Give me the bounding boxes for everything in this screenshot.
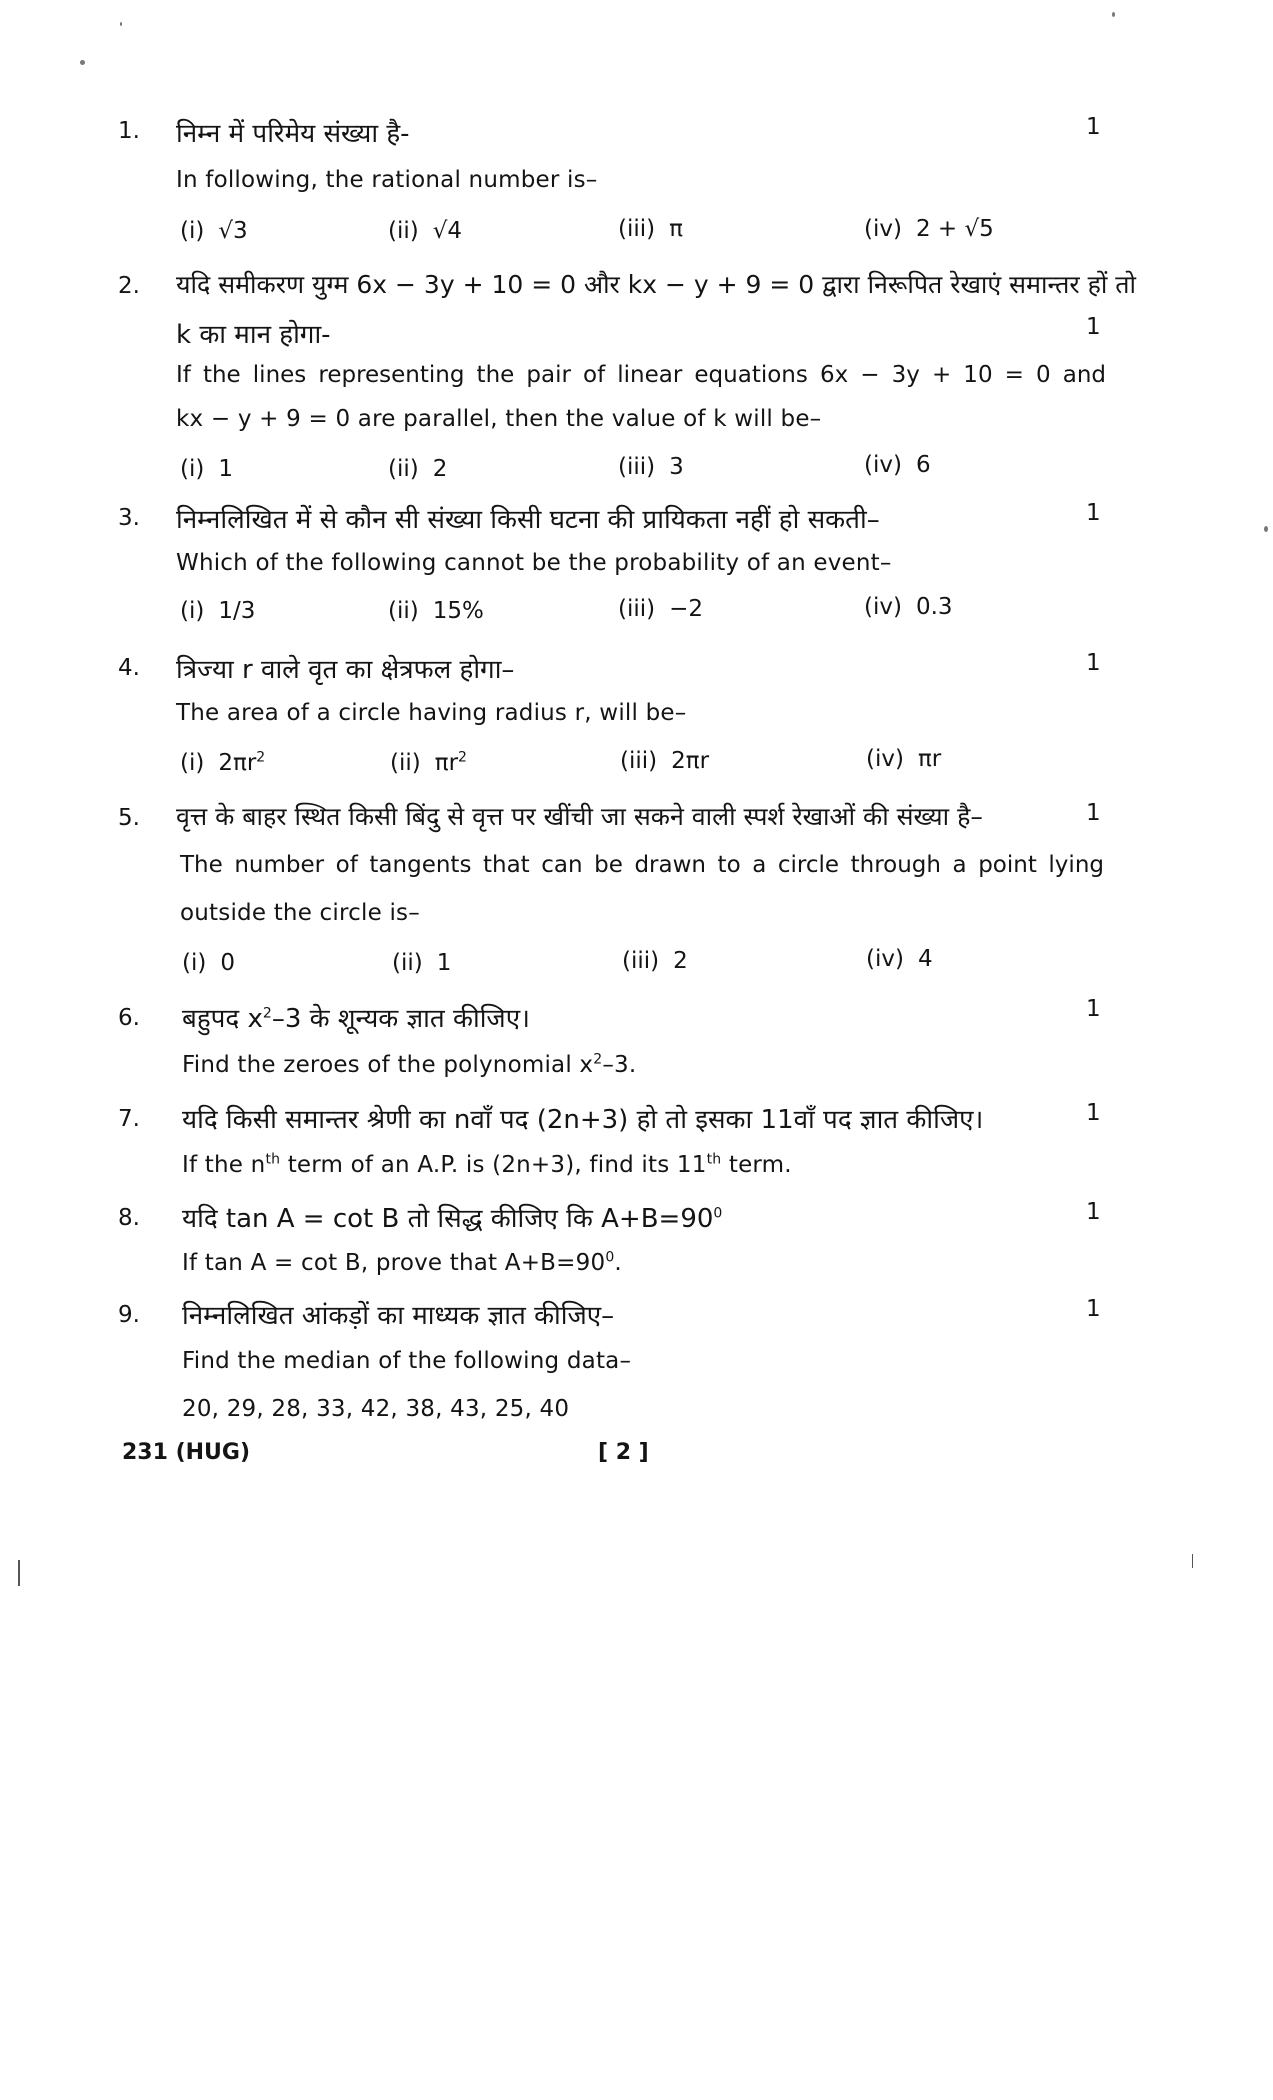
question-text-english: kx − y + 9 = 0 are parallel, then the value of k will be– — [176, 406, 822, 432]
option: (iii) π — [618, 216, 683, 242]
option: (i) $2\pi r^2$ — [180, 749, 266, 776]
question-text-english: The number of tangents that can be drawn to a circle through a point lying — [180, 852, 1104, 878]
question-text-hindi: k का मान होगा- — [176, 320, 331, 350]
question-marks: 1 — [1086, 650, 1101, 676]
question-number: 7. — [118, 1106, 140, 1132]
question-text-hindi: निम्नलिखित आंकड़ों का माध्यक ज्ञात कीजिए– — [182, 1301, 615, 1331]
question-text-english: The area of a circle having radius r, will be– — [176, 700, 687, 726]
question-marks: 1 — [1086, 996, 1101, 1022]
question-number: 5. — [118, 805, 140, 831]
question-text-english: Find the median of the following data– — [182, 1348, 632, 1374]
option: (iv) 4 — [866, 946, 933, 972]
option: (iii) 2πr — [620, 748, 710, 774]
question-marks: 1 — [1086, 500, 1101, 526]
question-number: 8. — [118, 1205, 140, 1231]
option: (iii) 3 — [618, 454, 684, 480]
option: (ii) 1 — [392, 950, 452, 976]
paper-code: 231 (HUG) — [122, 1440, 251, 1465]
question-text-hindi: यदि किसी समान्तर श्रेणी का nवाँ पद (2n+3) हो तो इसका 11वाँ पद ज्ञात कीजिए। — [182, 1105, 984, 1135]
question-marks: 1 — [1086, 1296, 1101, 1322]
option: (iv) 2 + √5 — [864, 216, 994, 242]
question-marks: 1 — [1086, 314, 1101, 340]
question-text-english: Which of the following cannot be the probability of an event– — [176, 550, 892, 576]
scan-speck — [1264, 526, 1268, 532]
question-number: 6. — [118, 1005, 140, 1031]
question-marks: 1 — [1086, 114, 1101, 140]
page-number: [ 2 ] — [598, 1440, 649, 1465]
scan-line — [18, 1560, 20, 1586]
question-marks: 1 — [1086, 1199, 1101, 1225]
data-values: 20, 29, 28, 33, 42, 38, 43, 25, 40 — [182, 1396, 570, 1422]
question-text-hindi: बहुपद $x^2-3$ के शून्यक ज्ञात कीजिए। — [182, 1004, 530, 1034]
scan-speck — [120, 22, 122, 26]
question-marks: 1 — [1086, 800, 1101, 826]
scan-speck — [80, 60, 85, 65]
option: (iv) 0.3 — [864, 594, 953, 620]
option: (ii) $\pi r^2$ — [390, 749, 467, 776]
question-number: 9. — [118, 1302, 140, 1328]
question-number: 4. — [118, 655, 140, 681]
question-text-hindi: त्रिज्या r वाले वृत का क्षेत्रफल होगा– — [176, 655, 515, 685]
question-text-english: If the $n^{th}$ term of an A.P. is (2n+3), find its 11th term. — [182, 1151, 792, 1178]
question-number: 1. — [118, 118, 140, 144]
question-text-english: Find the zeroes of the polynomial $x^2-3$. — [182, 1051, 637, 1078]
question-text-hindi: यदि tan A = cot B तो सिद्ध कीजिए कि $A+B=90^0$ — [182, 1204, 723, 1234]
option: (ii) 2 — [388, 456, 448, 482]
question-text-english: If tan A = cot B, prove that $A+B=90^0$. — [182, 1249, 622, 1276]
option: (ii) 15% — [388, 598, 484, 624]
option: (i) 1/3 — [180, 598, 256, 624]
option: (iv) 6 — [864, 452, 931, 478]
option: (ii) √4 — [388, 218, 463, 244]
scan-speck — [1112, 12, 1115, 17]
question-number: 2. — [118, 273, 140, 299]
question-text-english: If the lines representing the pair of linear equations 6x − 3y + 10 = 0 and — [176, 362, 1106, 388]
option: (iii) 2 — [622, 948, 688, 974]
question-text-english: In following, the rational number is– — [176, 167, 598, 193]
option: (iv) πr — [866, 746, 942, 772]
question-text-hindi: यदि समीकरण युग्म 6x − 3y + 10 = 0 और kx − y + 9 = 0 द्वारा निरूपित रेखाएं समान्तर हों तो — [176, 270, 1137, 299]
question-marks: 1 — [1086, 1100, 1101, 1126]
question-text-english: outside the circle is– — [180, 900, 420, 926]
question-text-hindi: निम्न में परिमेय संख्या है- — [176, 119, 410, 149]
question-text-hindi: वृत्त के बाहर स्थित किसी बिंदु से वृत्त पर खींची जा सकने वाली स्पर्श रेखाओं की संख्या है– — [176, 802, 983, 831]
question-text-hindi: निम्नलिखित में से कौन सी संख्या किसी घटना की प्रायिकता नहीं हो सकती– — [176, 505, 880, 535]
option: (iii) −2 — [618, 596, 704, 622]
option: (i) 0 — [182, 950, 235, 976]
option: (i) √3 — [180, 218, 248, 244]
scan-line — [1192, 1554, 1193, 1568]
question-number: 3. — [118, 505, 140, 531]
option: (i) 1 — [180, 456, 233, 482]
